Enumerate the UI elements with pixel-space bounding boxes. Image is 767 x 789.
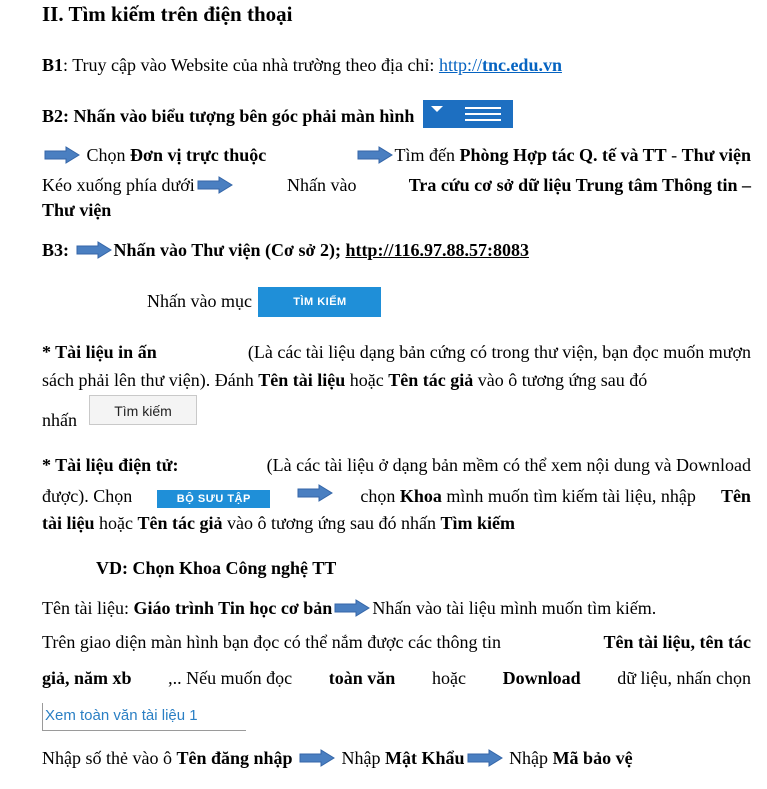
arrow-right-icon [297, 484, 333, 502]
text-bold: * Tài liệu điện tử: [42, 455, 179, 475]
text-bold: Giáo trình Tin học cơ bản [133, 598, 333, 618]
e-docs-line-1 [42, 453, 751, 477]
text-bold: Khoa [399, 486, 442, 506]
text: Chọn [82, 145, 131, 165]
text: - [666, 145, 682, 165]
website-link[interactable] [439, 55, 562, 75]
text: Nhập số thẻ vào ô [42, 748, 177, 768]
text: Nhấn vào [287, 175, 357, 195]
ui-para-line-1 [42, 630, 751, 654]
text-bold: toàn văn [328, 668, 396, 688]
text-bold: tài liệu [42, 513, 95, 533]
text-bold: Tên tài liệu, tên tác [603, 632, 751, 652]
text: Tìm đến [394, 145, 460, 165]
text: được). Chọn [42, 486, 133, 506]
text-bold: Tên [720, 486, 751, 506]
text-bold: Tên tác giả [137, 513, 223, 533]
step-text: : Nhấn vào biểu tượng bên góc phải màn hình [63, 106, 415, 126]
text-bold: Đơn vị trực thuộc [130, 145, 267, 165]
text-bold: VD: Chọn Khoa Công nghệ TT [96, 558, 337, 578]
text-bold: Mã bảo vệ [552, 748, 633, 768]
step-text: Nhấn vào Thư viện (Cơ sở 2); [113, 240, 346, 260]
menu-icon[interactable] [423, 100, 513, 128]
step-b2 [42, 100, 751, 128]
text-bold: Download [502, 668, 581, 688]
ui-para-line-2 [42, 666, 751, 690]
text: vào ô tương ứng sau đó nhấn [222, 513, 441, 533]
text: hoặc [94, 513, 138, 533]
instruction-line-3 [42, 143, 751, 167]
example-line [96, 556, 751, 580]
instruction-line-5 [42, 198, 751, 222]
text: chọn [360, 486, 400, 506]
search-button-blue[interactable]: TÌM KIẾM [258, 287, 381, 317]
text-bold: Tên tác giả [388, 370, 474, 390]
text: sách phải lên thư viện). Đánh [42, 370, 259, 390]
text: Tên tài liệu: [42, 598, 134, 618]
text: vào ô tương ứng sau đó [473, 370, 648, 390]
text: Nhấn vào mục [147, 291, 252, 311]
text: mình muốn tìm kiếm tài liệu, nhập [441, 486, 696, 506]
text: Kéo xuống phía dưới [42, 175, 195, 195]
website-link-prefix: http:// [438, 55, 482, 75]
arrow-right-icon [76, 241, 112, 259]
text-bold: Tìm kiếm [440, 513, 515, 533]
text: (Là các tài liệu ở dạng bản mềm có thể xem nội dung và Download [266, 455, 751, 475]
dropdown-triangle-icon [431, 106, 443, 112]
text-bold: Phòng Hợp tác Q. tế và TT [459, 145, 667, 165]
arrow-right-icon [357, 146, 393, 164]
instruction-line-4 [42, 173, 751, 197]
text: Nhập [337, 748, 386, 768]
section-heading: II. Tìm kiếm trên điện thoại [42, 2, 293, 26]
e-docs-line-2 [42, 484, 751, 508]
text: (Là các tài liệu dạng bản cứng có trong thư viện, bạn đọc muốn mượn [247, 342, 751, 362]
arrow-right-icon [334, 599, 370, 617]
text-bold: giả, năm xb [42, 668, 132, 688]
text-bold: Tên đăng nhập [176, 748, 293, 768]
text: dữ liệu, nhấn chọn [617, 668, 751, 688]
text: hoặc [345, 370, 389, 390]
instruction-line-7 [147, 287, 751, 317]
doc-name-line [42, 596, 751, 620]
step-label: B3: [42, 240, 69, 260]
e-docs-line-3 [42, 511, 751, 535]
collection-button[interactable]: BỘ SƯU TẬP [157, 490, 270, 508]
website-link-domain: tnc.edu.vn [481, 55, 562, 75]
step-b3 [42, 238, 751, 262]
text: Nhập [504, 748, 553, 768]
library-link[interactable]: http://116.97.88.57:8083 [345, 240, 529, 260]
text-bold: * Tài liệu in ấn [42, 342, 157, 362]
view-fulltext-link[interactable]: Xem toàn văn tài liệu 1 [42, 703, 246, 731]
print-docs-line-1 [42, 340, 751, 364]
print-docs-line-2 [42, 368, 751, 392]
text-bold: Tên tài liệu [258, 370, 346, 390]
step-b1 [42, 53, 751, 77]
text-bold: Thư viện [42, 200, 112, 220]
step-text: : Truy cập vào Website của nhà trường theo địa chỉ: [63, 55, 439, 75]
search-button-gray[interactable]: Tìm kiếm [89, 395, 197, 425]
arrow-right-icon [467, 749, 503, 767]
text: ,.. Nếu muốn đọc [168, 668, 293, 688]
step-label: B2 [42, 106, 64, 126]
arrow-right-icon [197, 176, 233, 194]
step-label: B1 [42, 55, 64, 75]
text: Trên giao diện màn hình bạn đọc có thể nắm được các thông tin [42, 632, 501, 652]
text: Nhấn vào tài liệu mình muốn tìm kiếm. [372, 598, 657, 618]
text-bold: Thư viện [681, 145, 751, 165]
login-line [42, 746, 751, 770]
hamburger-icon [465, 107, 501, 121]
text-bold: Tra cứu cơ sở dữ liệu Trung tâm Thông tin – [408, 175, 751, 195]
text: nhấn [42, 410, 77, 430]
text-bold: Mật Khẩu [385, 748, 465, 768]
text: hoặc [431, 668, 466, 688]
arrow-right-icon [299, 749, 335, 767]
arrow-right-icon [44, 146, 80, 164]
